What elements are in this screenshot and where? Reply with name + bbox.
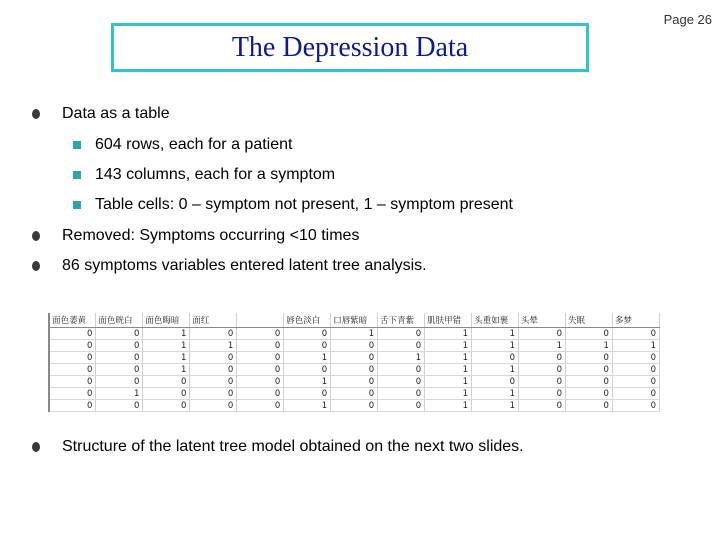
table-cell: 1 — [143, 328, 190, 340]
subbullet-square-icon — [73, 171, 81, 179]
table-row — [49, 388, 660, 400]
table-cell: 0 — [237, 352, 284, 364]
column-header: 肌肤甲错 — [425, 313, 472, 328]
table-cell: 0 — [143, 376, 190, 388]
table-cell: 0 — [331, 364, 378, 376]
table-cell: 0 — [565, 388, 612, 400]
table-cell: 1 — [284, 400, 331, 412]
table-cell: 0 — [237, 328, 284, 340]
table-cell: 1 — [472, 388, 519, 400]
bullet-text: 86 symptoms variables entered latent tree analysis. — [62, 257, 427, 274]
subbullet-text: 143 columns, each for a symptom — [95, 166, 336, 183]
table-cell: 0 — [331, 388, 378, 400]
table-cell: 0 — [612, 328, 659, 340]
table-cell: 0 — [378, 364, 425, 376]
table-cell: 1 — [331, 328, 378, 340]
table-cell: 0 — [190, 388, 237, 400]
table-cell: 0 — [143, 388, 190, 400]
table-cell: 0 — [96, 352, 143, 364]
table-cell: 1 — [425, 328, 472, 340]
column-header: 舌下青紫 — [378, 313, 425, 328]
column-header: 面色晦暗 — [143, 313, 190, 328]
table-cell: 0 — [565, 352, 612, 364]
table-cell: 0 — [49, 376, 96, 388]
table-cell: 1 — [612, 340, 659, 352]
subbullet-text: Table cells: 0 – symptom not present, 1 – symptom present — [95, 196, 513, 213]
column-header: 头晕 — [519, 313, 566, 328]
table-cell: 0 — [96, 328, 143, 340]
subbullet-cells — [73, 196, 513, 214]
column-header: 口唇紫暗 — [331, 313, 378, 328]
column-header: 面色晄白 — [96, 313, 143, 328]
table-cell: 0 — [378, 400, 425, 412]
table-cell: 0 — [49, 364, 96, 376]
bullet-dot-icon — [32, 261, 40, 271]
table-cell: 0 — [472, 352, 519, 364]
table-cell: 0 — [331, 400, 378, 412]
table-row — [49, 400, 660, 412]
table-row — [49, 376, 660, 388]
table-cell: 1 — [425, 340, 472, 352]
table-cell: 1 — [96, 388, 143, 400]
bullet-dot-icon — [32, 109, 40, 119]
table-cell: 1 — [519, 340, 566, 352]
table-cell: 1 — [472, 340, 519, 352]
table-cell: 0 — [519, 376, 566, 388]
table-cell: 0 — [331, 352, 378, 364]
table-cell: 0 — [284, 328, 331, 340]
column-header: 头重如裹 — [472, 313, 519, 328]
table-cell: 1 — [190, 340, 237, 352]
table-cell: 0 — [519, 328, 566, 340]
table-header-row — [49, 313, 660, 328]
table-cell: 1 — [425, 400, 472, 412]
table-cell: 0 — [237, 400, 284, 412]
slide-title: The Depression Data — [231, 31, 469, 63]
table-cell: 0 — [284, 340, 331, 352]
table-cell: 0 — [378, 340, 425, 352]
table-cell: 0 — [472, 376, 519, 388]
table-cell: 0 — [612, 400, 659, 412]
table-cell: 0 — [143, 400, 190, 412]
table-cell: 0 — [519, 352, 566, 364]
table-cell: 0 — [378, 376, 425, 388]
table-cell: 0 — [565, 376, 612, 388]
table-cell: 0 — [237, 340, 284, 352]
table-cell: 0 — [519, 364, 566, 376]
column-header: 唇色淡白 — [284, 313, 331, 328]
subbullet-columns — [73, 166, 335, 184]
table-cell: 1 — [425, 376, 472, 388]
bullet-variables — [32, 257, 427, 275]
subbullet-text: 604 rows, each for a patient — [95, 136, 293, 153]
bullet-removed — [32, 227, 359, 245]
column-header: 面色萎黄 — [49, 313, 96, 328]
subbullet-rows — [73, 136, 292, 154]
page-number: Page 26 — [663, 12, 712, 27]
title-box — [111, 23, 589, 72]
table-cell: 0 — [565, 400, 612, 412]
table-row — [49, 352, 660, 364]
subbullet-square-icon — [73, 201, 81, 209]
table-row — [49, 328, 660, 340]
bullet-data-table — [32, 105, 170, 123]
table-cell: 0 — [284, 364, 331, 376]
table-cell: 0 — [237, 388, 284, 400]
table-cell: 0 — [612, 376, 659, 388]
table-cell: 1 — [472, 328, 519, 340]
table-cell: 0 — [96, 376, 143, 388]
table-cell: 1 — [143, 340, 190, 352]
table-cell: 0 — [190, 400, 237, 412]
table-cell: 1 — [378, 352, 425, 364]
table-row — [49, 364, 660, 376]
table-cell: 0 — [519, 388, 566, 400]
table-cell: 1 — [565, 340, 612, 352]
bullet-text: Removed: Symptoms occurring <10 times — [62, 227, 360, 244]
table-cell: 0 — [49, 388, 96, 400]
table-cell: 0 — [237, 376, 284, 388]
table-cell: 0 — [49, 340, 96, 352]
table-cell: 1 — [425, 364, 472, 376]
table-cell: 0 — [565, 328, 612, 340]
column-header: 失眠 — [565, 313, 612, 328]
column-header: 多梦 — [612, 313, 659, 328]
table-cell: 0 — [612, 364, 659, 376]
bullet-dot-icon — [32, 231, 40, 241]
table-cell: 0 — [190, 352, 237, 364]
table-cell: 1 — [472, 400, 519, 412]
table-cell: 0 — [190, 328, 237, 340]
symptom-data-table — [48, 313, 660, 412]
table-cell: 0 — [519, 400, 566, 412]
table-cell: 0 — [237, 364, 284, 376]
bullet-structure — [32, 438, 524, 456]
bullet-text: Data as a table — [62, 105, 170, 122]
table-cell: 0 — [284, 388, 331, 400]
table-cell: 0 — [49, 400, 96, 412]
table-cell: 0 — [49, 328, 96, 340]
table-cell: 0 — [612, 352, 659, 364]
table-cell: 1 — [284, 376, 331, 388]
table-cell: 0 — [612, 388, 659, 400]
bullet-dot-icon — [32, 442, 40, 452]
table-cell: 0 — [378, 328, 425, 340]
table-cell: 0 — [190, 376, 237, 388]
table-cell: 1 — [143, 364, 190, 376]
table-cell: 1 — [284, 352, 331, 364]
bullet-text: Structure of the latent tree model obtained on the next two slides. — [62, 438, 524, 455]
column-header — [237, 313, 284, 328]
table-cell: 0 — [96, 364, 143, 376]
table-cell: 1 — [143, 352, 190, 364]
table-cell: 0 — [378, 388, 425, 400]
table-cell: 0 — [96, 340, 143, 352]
column-header: 面红 — [190, 313, 237, 328]
table-cell: 0 — [565, 364, 612, 376]
table-cell: 0 — [190, 364, 237, 376]
table-cell: 0 — [331, 376, 378, 388]
table-cell: 0 — [96, 400, 143, 412]
table-cell: 1 — [425, 388, 472, 400]
subbullet-square-icon — [73, 141, 81, 149]
table-body — [49, 328, 660, 412]
table-cell: 0 — [331, 340, 378, 352]
table-cell: 1 — [425, 352, 472, 364]
table-cell: 1 — [472, 364, 519, 376]
table-row — [49, 340, 660, 352]
table-cell: 0 — [49, 352, 96, 364]
